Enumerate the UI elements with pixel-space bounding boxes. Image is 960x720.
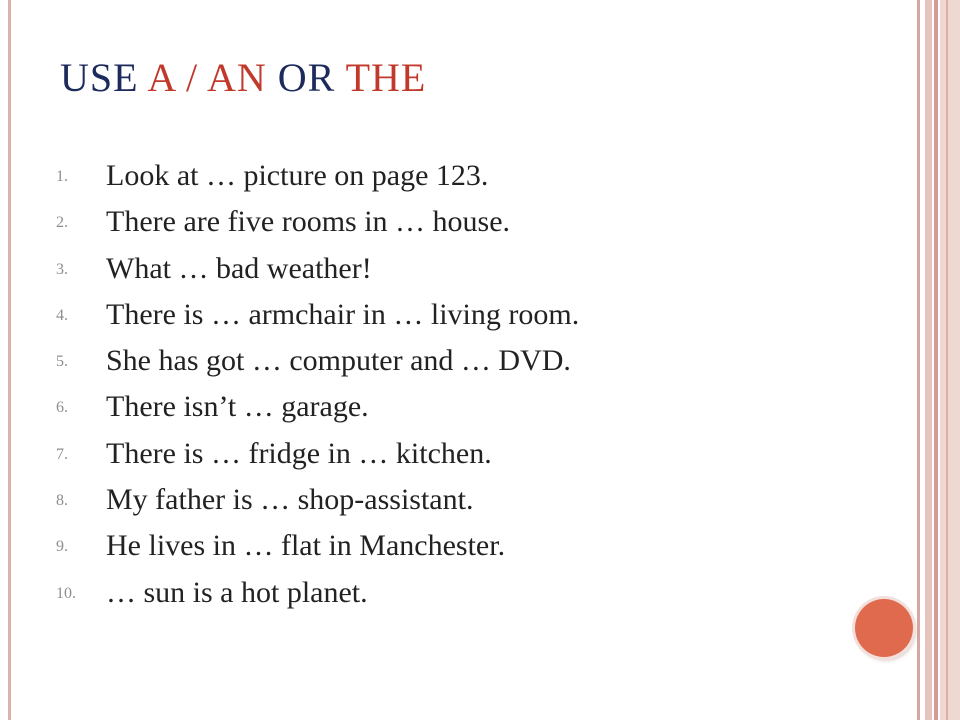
title-part-or: OR xyxy=(266,55,346,100)
item-number: 2. xyxy=(56,214,68,232)
decor-stripe xyxy=(946,0,948,720)
item-number: 9. xyxy=(56,538,68,556)
item-text: … sun is a hot planet. xyxy=(106,575,368,609)
list-item xyxy=(56,479,856,525)
decor-stripe xyxy=(925,0,932,720)
exercise-list xyxy=(56,155,856,618)
item-text: There isn’t … garage. xyxy=(106,390,369,424)
item-text: What … bad weather! xyxy=(106,251,372,285)
item-text: There is … fridge in … kitchen. xyxy=(106,436,492,470)
decor-stripe xyxy=(940,0,960,720)
title-part-the: THE xyxy=(345,55,427,100)
item-text: There are five rooms in … house. xyxy=(106,205,511,239)
list-item xyxy=(56,201,856,247)
item-number: 1. xyxy=(56,168,68,185)
item-number: 8. xyxy=(56,492,68,510)
item-number: 10. xyxy=(56,584,76,602)
list-item xyxy=(56,155,856,201)
item-number: 3. xyxy=(56,260,68,278)
list-item xyxy=(56,525,856,571)
item-number: 6. xyxy=(56,399,68,417)
title-part-a-an: A / AN xyxy=(147,55,267,100)
item-number: 5. xyxy=(56,353,68,371)
list-item xyxy=(56,294,856,340)
item-text: He lives in … flat in Manchester. xyxy=(106,529,506,563)
list-item xyxy=(56,248,856,294)
item-text: There is … armchair in … living room. xyxy=(106,297,580,331)
list-item xyxy=(56,572,856,618)
item-text: My father is … shop-assistant. xyxy=(106,483,474,517)
decor-stripe xyxy=(934,0,938,720)
decor-stripe xyxy=(917,0,920,720)
decorative-circle-icon xyxy=(855,599,913,657)
item-text: Look at … picture on page 123. xyxy=(106,159,489,192)
item-number: 4. xyxy=(56,306,68,324)
item-text: She has got … computer and … DVD. xyxy=(106,344,571,378)
list-item xyxy=(56,386,856,432)
frame-left-line xyxy=(8,0,11,720)
list-item xyxy=(56,433,856,479)
item-number: 7. xyxy=(56,445,68,463)
title-part-use: USE xyxy=(60,55,148,100)
slide-title xyxy=(60,54,426,101)
list-item xyxy=(56,340,856,386)
